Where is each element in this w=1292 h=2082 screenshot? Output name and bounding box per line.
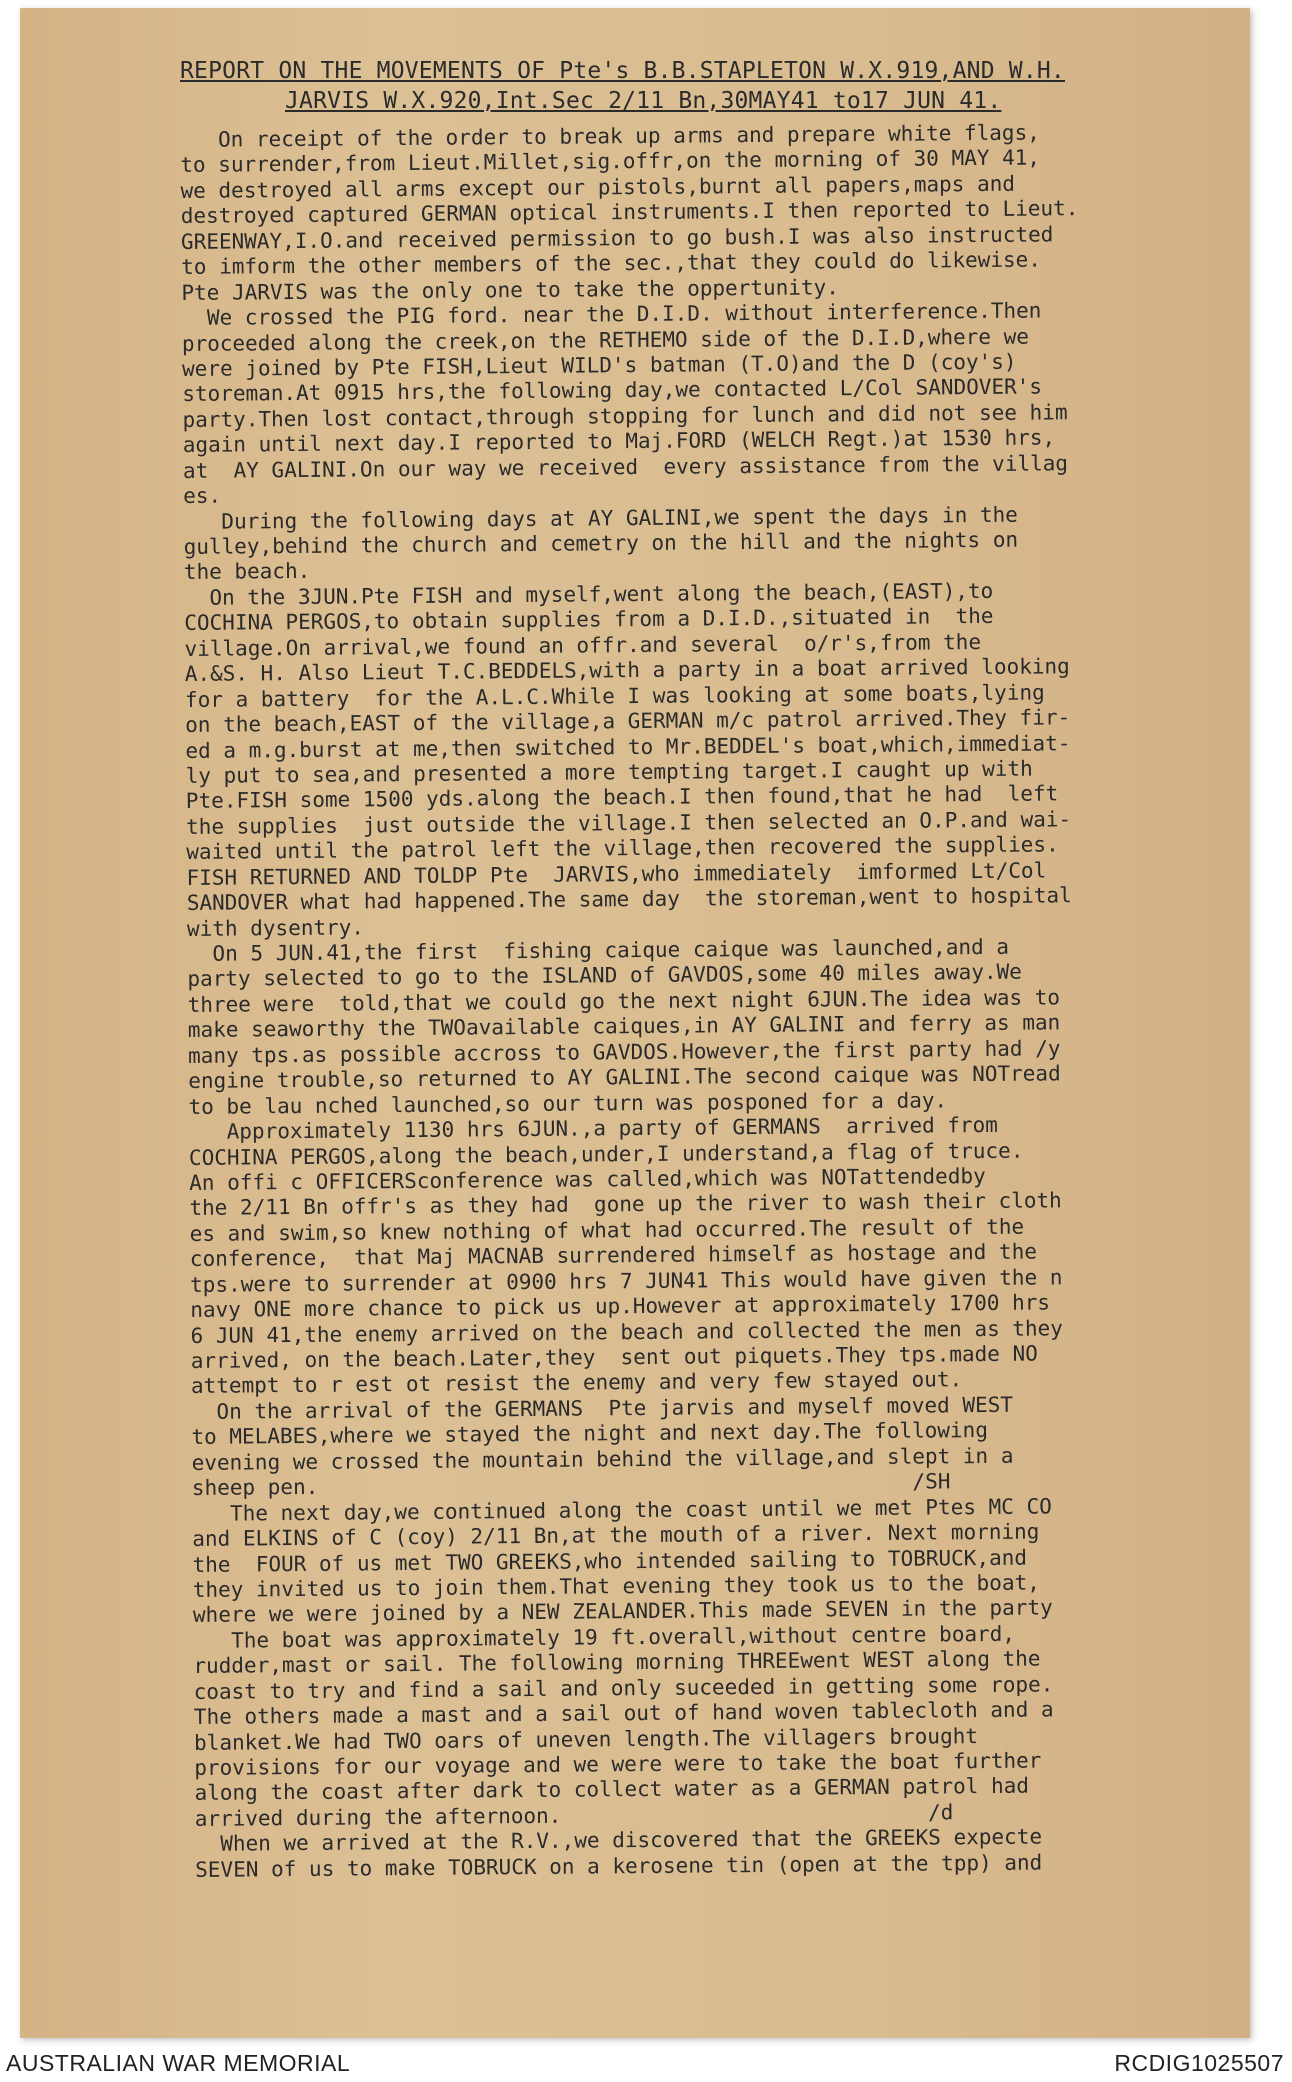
archive-name: AUSTRALIAN WAR MEMORIAL xyxy=(6,2050,351,2076)
body-line: again until next day.I reported to Maj.FORD (WELCH Regt.)at 1530 hrs, xyxy=(182,425,1056,458)
body-line: the FOUR of us met TWO GREEKS,who intended sailing to TOBRUCK,and xyxy=(192,1545,1028,1577)
body-line: and ELKINS of C (coy) 2/11 Bn,at the mouth of a river. Next morning xyxy=(192,1519,1040,1552)
body-line: tps.were to surrender at 0900 hrs 7 JUN41 This would have given the n xyxy=(189,1265,1063,1297)
body-line: COCHINA PERGOS,to obtain supplies from a D.I.D.,situated in the xyxy=(184,604,994,636)
body-line: COCHINA PERGOS,along the beach,under,I understand,a flag of truce. xyxy=(188,1138,1024,1170)
document-page xyxy=(20,8,1250,2038)
body-line: The next day,we continued along the coast until we met Ptes MC CO xyxy=(191,1494,1052,1526)
body-line: waited until the patrol left the village,then recovered the supplies. xyxy=(186,832,1059,865)
body-line: the supplies just outside the village.I then selected an O.P.and wai- xyxy=(185,807,1072,839)
body-line: to be lau nched launched,so our turn was posponed for a day. xyxy=(188,1087,948,1119)
body-line: During the following days at AY GALINI,we spent the days in the xyxy=(183,502,1018,534)
body-line: provisions for our voyage and we were were to take the boat further xyxy=(194,1748,1042,1780)
body-line: A.&S. H. Also Lieut T.C.BEDDELS,with a party in a boat arrived looking xyxy=(184,654,1070,687)
body-line: party selected to go to the ISLAND of GAVDOS,some 40 miles away.We xyxy=(187,960,1022,992)
report-title xyxy=(180,56,1220,116)
body-line: for a battery for the A.L.C.While I was looking at some boats,lying xyxy=(184,680,1045,712)
body-line: party.Then lost contact,through stopping for lunch and did not see him xyxy=(182,400,1068,432)
body-line: FISH RETURNED AND TOLDP Pte JARVIS,who immediately imformed Lt/Col xyxy=(186,858,1047,890)
body-line: The others made a mast and a sail out of hand woven tablecloth and a xyxy=(193,1697,1054,1730)
body-line: 6 JUN 41,the enemy arrived on the beach and collected the men as they xyxy=(190,1315,1063,1348)
body-line: rudder,mast or sail. The following morning THREEwent WEST along the xyxy=(193,1646,1041,1679)
body-line: Pte JARVIS was the only one to take the oppertunity. xyxy=(181,274,839,305)
body-line: to surrender,from Lieut.Millet,sig.offr,on the morning of 30 MAY 41, xyxy=(180,145,1041,178)
title-line-2: JARVIS W.X.920,Int.Sec 2/11 Bn,30MAY41 to17 JUN 41. xyxy=(285,88,1002,114)
body-line: coast to try and find a sail and only suceeded in getting some rope. xyxy=(193,1672,1054,1704)
body-line: Pte.FISH some 1500 yds.along the beach.I then found,that he had left xyxy=(185,781,1059,814)
body-line: SANDOVER what had happened.The same day the storeman,went to hospital xyxy=(186,883,1072,916)
body-line: gulley,behind the church and cemetry on the hill and the nights on xyxy=(183,527,1019,559)
body-line: ly put to sea,and presented a more tempting target.I caught up with xyxy=(185,756,1033,788)
body-line: On the arrival of the GERMANS Pte jarvis and myself moved WEST xyxy=(191,1392,1014,1424)
body-line: we destroyed all arms except our pistols,burnt all papers,maps and xyxy=(180,171,1016,203)
body-line: When we arrived at the R.V.,we discovered that the GREEKS expecte xyxy=(194,1824,1043,1857)
body-line: make seaworthy the TWOavailable caiques,in AY GALINI and ferry as man xyxy=(187,1010,1061,1043)
body-line: GREENWAY,I.O.and received permission to go bush.I was also instructed xyxy=(180,222,1054,254)
body-line: es and swim,so knew nothing of what had occurred.The result of the xyxy=(189,1214,1025,1246)
body-line: The boat was approximately 19 ft.overall,without centre board, xyxy=(193,1621,1016,1653)
body-line: the beach. xyxy=(183,559,311,585)
body-line: Approximately 1130 hrs 6JUN.,a party of GERMANS arrived from xyxy=(188,1112,998,1145)
title-line-1: REPORT ON THE MOVEMENTS OF Pte's B.B.STAPLETON W.X.919,AND W.H. xyxy=(180,58,1065,84)
record-id: RCDIG1025507 xyxy=(1114,2050,1284,2076)
body-line: the 2/11 Bn offr's as they had gone up the river to wash their cloth xyxy=(189,1188,1062,1221)
body-line: arrived during the afternoon. /d xyxy=(194,1800,954,1831)
body-line: On the 3JUN.Pte FISH and myself,went along the beach,(EAST),to xyxy=(183,578,994,610)
body-line: attempt to r est ot resist the enemy and very few stayed out. xyxy=(190,1367,963,1399)
body-line: We crossed the PIG ford. near the D.I.D. without interference.Then xyxy=(181,298,1042,331)
body-line: On receipt of the order to break up arms and prepare white flags, xyxy=(180,120,1040,152)
body-line: proceeded along the creek,on the RETHEMO side of the D.I.D,where we xyxy=(181,324,1030,356)
body-line: where we were joined by a NEW ZEALANDER.This made SEVEN in the party xyxy=(192,1595,1053,1628)
body-line: An offi c OFFICERSconference was called,which was NOTattendedby xyxy=(189,1163,986,1195)
body-line: conference, that Maj MACNAB surrendered himself as hostage and the xyxy=(189,1239,1038,1272)
body-line: arrived, on the beach.Later,they sent out piquets.They tps.made NO xyxy=(190,1341,1038,1373)
body-line: to imform the other members of the sec.,that they could do likewise. xyxy=(181,247,1042,280)
report-body xyxy=(180,118,1285,1883)
body-line: to MELABES,where we stayed the night and next day.The following xyxy=(191,1418,989,1450)
body-line: On 5 JUN.41,the first fishing caique caique was launched,and a xyxy=(187,934,1010,966)
body-line: at AY GALINI.On our way we received every assistance from the villag xyxy=(182,450,1069,483)
body-line: es. xyxy=(183,483,222,509)
body-line: along the coast after dark to collect water as a GERMAN patrol had xyxy=(194,1774,1030,1806)
body-line: storeman.At 0915 hrs,the following day,we contacted L/Col SANDOVER's xyxy=(182,374,1043,407)
body-line: village.On arrival,we found an offr.and several o/r's,from the xyxy=(184,629,982,661)
body-line: on the beach,EAST of the village,a GERMAN m/c patrol arrived.They fir- xyxy=(185,705,1071,738)
body-line: navy ONE more chance to pick us up.However at approximately 1700 hrs xyxy=(190,1290,1051,1323)
body-line: ed a m.g.burst at me,then switched to Mr.BEDDEL's boat,which,immediat- xyxy=(185,730,1071,763)
body-line: many tps.as possible accross to GAVDOS.However,the first party had /y xyxy=(187,1036,1061,1068)
body-line: blanket.We had TWO oars of uneven length.The villagers brought xyxy=(193,1723,979,1755)
body-line: evening we crossed the mountain behind the village,and slept in a xyxy=(191,1443,1014,1475)
body-line: destroyed captured GERMAN optical instruments.I then reported to Lieut. xyxy=(180,196,1079,229)
body-line: were joined by Pte FISH,Lieut WILD's batman (T.O)and the D (coy's) xyxy=(181,349,1017,381)
body-line: with dysentry. xyxy=(186,914,365,941)
body-line: SEVEN of us to make TOBRUCK on a kerosene tin (open at the tpp) and xyxy=(195,1850,1043,1882)
body-line: sheep pen. /SH xyxy=(191,1469,951,1501)
body-line: they invited us to join them.That evening they took us to the boat, xyxy=(192,1570,1040,1602)
body-line: engine trouble,so returned to AY GALINI.The second caique was NOTread xyxy=(188,1061,1061,1094)
body-line: three were told,that we could go the next night 6JUN.The idea was to xyxy=(187,985,1061,1017)
